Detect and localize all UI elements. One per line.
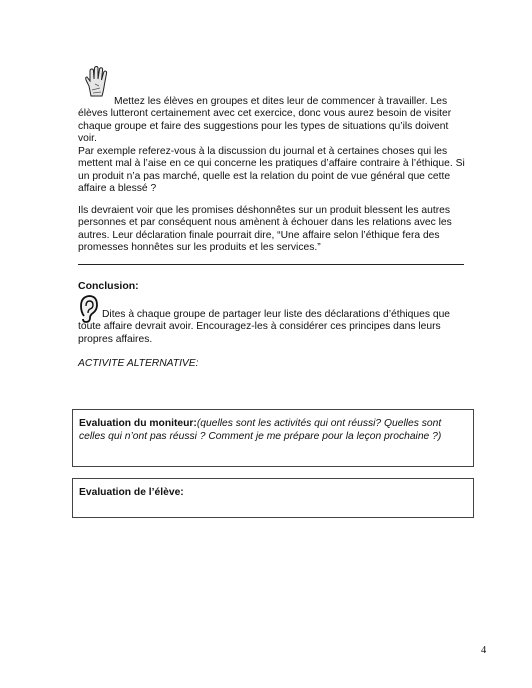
hand-icon <box>84 66 110 100</box>
conclusion-heading: Conclusion: <box>78 280 139 292</box>
conclusion-text: Dites à chaque groupe de partager leur liste des déclarations d’éthiques que toute affaire devrait avoir. Encouragez-les à considérer ces principes dans leurs propres affaires. <box>78 309 451 345</box>
monitor-evaluation-prompt: (quelles sont les activités qui ont réussi? Quelles sont celles qui n’ont pas réussi ? Comment je me prépare pour la leçon prochaine ?) <box>79 418 442 442</box>
intro-paragraph-3: Ils devraient voir que les promises déshonnêtes sur un produit blessent les autres personnes et par conséquent nous amènent à échouer dans les relations avec les autres. Leur déclaration finale pourrait dire, “Une affaire selon l’éthique fera des promesses honnêtes sur les produits et les services.” <box>78 205 452 254</box>
monitor-evaluation-box <box>72 409 474 467</box>
intro-paragraph-1 <box>78 96 468 146</box>
intro-paragraph-1-text: Mettez les élèves en groupes et dites leur de commencer à travailler. Les élèves lutteront certainement avec cet exercice, donc vous aurez besoin de visiter chaque groupe et faire des suggestions pour les types de situations qu’ils doivent voir. <box>78 96 452 145</box>
page-number: 4 <box>481 645 487 656</box>
intro-paragraph-2: Par exemple referez-vous à la discussion du journal et à certaines choses qui les mettent mal à l’aise en ce qui concerne les pratiques d’affaire contraire à l’éthique. Si un produit n’a pas marché, quelle est la relation du point de vue général que cette affaire a blessé ? <box>78 146 465 195</box>
section-divider <box>78 264 464 265</box>
student-evaluation-box <box>72 478 474 518</box>
conclusion-paragraph <box>78 309 468 346</box>
monitor-evaluation-label: Evaluation du moniteur: <box>79 418 197 429</box>
student-evaluation-label: Evaluation de l’élève: <box>79 487 184 498</box>
alternative-activity-label: ACTIVITE ALTERNATIVE: <box>78 358 199 369</box>
